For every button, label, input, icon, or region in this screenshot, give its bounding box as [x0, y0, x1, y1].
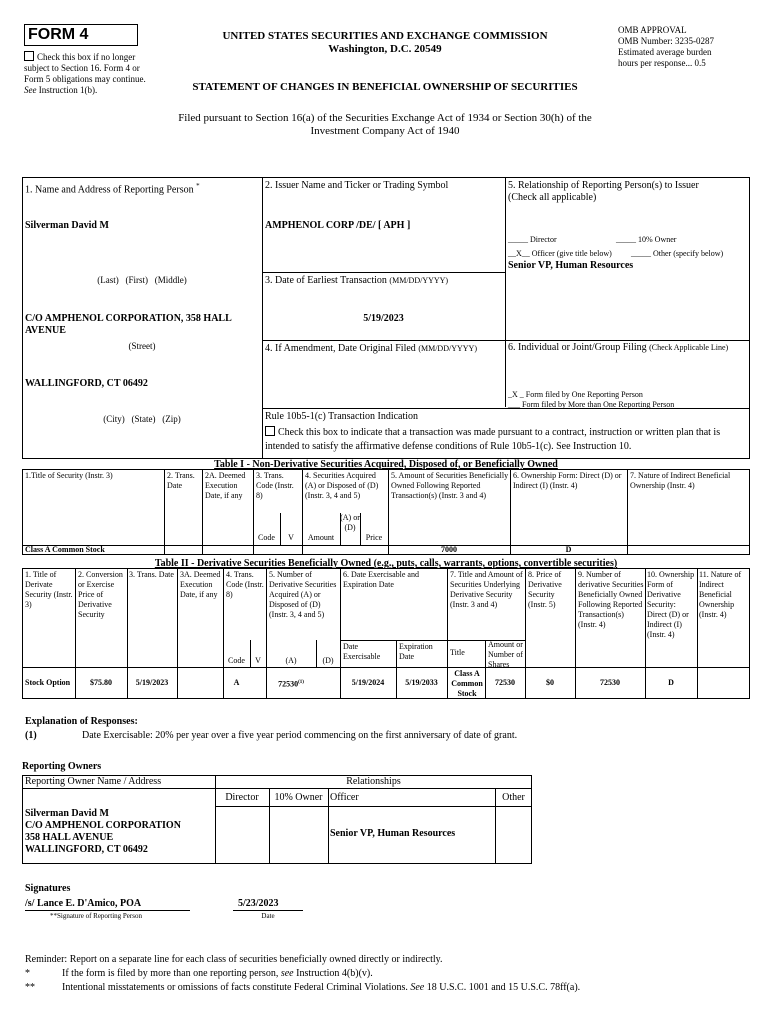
- t1-sub-ad: (A) or (D): [340, 513, 360, 532]
- t2-row-code: A: [233, 678, 240, 687]
- filed-pursuant-line2: Investment Company Act of 1940: [310, 125, 460, 137]
- t1-col2a: 2A. Deemed Execution Date, if any: [205, 471, 246, 500]
- t2-sub-amount: Amount or Number of Shares: [488, 640, 523, 669]
- table1-title: Table I - Non-Derivative Securities Acquired, Disposed of, or Beneficially Owned: [214, 459, 558, 470]
- t1-sub-price: Price: [365, 533, 383, 542]
- t2-col3a: 3A. Deemed Execution Date, if any: [180, 570, 221, 599]
- rule-10b5-text: Check this box to indicate that a transaction was made pursuant to a contract, instruction or written plan that is intended to satisfy the affirmative defense conditions of Rule 10b5-1(c). See Instruction 10.: [265, 427, 721, 452]
- box6-label: 6. Individual or Joint/Group Filing (Check Applicable Line): [508, 342, 729, 353]
- t2-col4: 4. Trans. Code (Instr. 8): [226, 570, 264, 599]
- reporting-person-street: C/O AMPHENOL CORPORATION, 358 HALL AVENUE: [25, 313, 232, 336]
- t2-row-owned: 72530: [600, 678, 620, 687]
- t1-col7: 7. Nature of Indirect Beneficial Ownership (Instr. 4): [630, 471, 731, 490]
- issuer-name: AMPHENOL CORP /DE/ [ APH ]: [265, 220, 411, 231]
- t2-sub-exp: Expiration Date: [399, 642, 433, 661]
- t2-col11: 11. Nature of Indirect Beneficial Ownership (Instr. 4): [699, 570, 742, 619]
- owners-col-relationships: Relationships: [346, 776, 401, 787]
- t1-col3: 3. Trans. Code (Instr. 8): [256, 471, 294, 500]
- t2-col9: 9. Number of derivative Securities Beneficially Owned Following Reported Transaction(s) (Instr. 4): [578, 570, 644, 629]
- rule-10b5-checkbox[interactable]: [265, 426, 275, 436]
- signature-date: 5/23/2023: [238, 898, 279, 909]
- t2-row-date: 5/19/2023: [135, 678, 169, 687]
- reporting-person-name: Silverman David M: [25, 220, 109, 231]
- t1-col6: 6. Ownership Form: Direct (D) or Indirect (I) (Instr. 4): [513, 471, 622, 490]
- signer-name: /s/ Lance E. D'Amico, POA: [25, 898, 142, 909]
- rel-other: _____ Other (specify below): [631, 249, 724, 258]
- t2-col5: 5. Number of Derivative Securities Acquired (A) or Disposed of (D) (Instr. 3, 4 and 5): [269, 570, 337, 619]
- t2-col6: 6. Date Exercisable and Expiration Date: [343, 570, 419, 589]
- t2-sub-a: (A): [285, 656, 297, 665]
- t2-row-price: $75.80: [90, 678, 112, 687]
- owners-col-officer: Officer: [330, 792, 359, 803]
- t2-col3: 3. Trans. Date: [129, 570, 174, 579]
- rel-director: _____ Director: [508, 235, 557, 244]
- footer-star2-text: Intentional misstatements or omissions of facts constitute Federal Criminal Violations. See 18 U.S.C. 1001 and 15 U.S.C. 78ff(a).: [62, 982, 581, 993]
- t2-sub-v: V: [255, 656, 261, 665]
- t1-col4: 4. Securities Acquired (A) or Disposed of (D) (Instr. 3, 4 and 5): [305, 471, 379, 500]
- earliest-transaction-date: 5/19/2023: [363, 313, 404, 324]
- t2-row-acquired: 72530$^{(1)}$: [278, 679, 304, 689]
- footer-star1-text: If the form is filed by more than one reporting person, see Instruction 4(b)(v).: [62, 968, 373, 979]
- rel-officer: __X__ Officer (give title below): [508, 249, 612, 258]
- box5-label: 5. Relationship of Reporting Person(s) to Issuer (Check all applicable): [508, 180, 699, 203]
- owners-col-director: Director: [225, 792, 259, 803]
- t2-col1: 1. Title of Derivate Security (Instr. 3): [25, 570, 73, 609]
- t1-col2: 2. Trans. Date: [167, 471, 195, 490]
- officer-title: Senior VP, Human Resources: [508, 260, 634, 271]
- footer-star1: *: [25, 968, 30, 979]
- explanation-note-text: Date Exercisable: 20% per year over a five year period commencing on the first anniversary of date of grant.: [82, 730, 518, 741]
- t1-sub-code: Code: [258, 533, 275, 542]
- signer-label: **Signature of Reporting Person: [50, 912, 142, 920]
- t2-row-underlying-amount: 72530: [495, 678, 515, 687]
- no-longer-subject-checkbox-text: Check this box if no longer subject to Section 16. Form 4 or Form 5 obligations may continue. See Instruction 1(b).: [24, 52, 146, 95]
- t2-col10: 10. Ownership Form of Derivative Security: Direct (D) or Indirect (I) (Instr. 4): [647, 570, 695, 639]
- owners-col-10pct: 10% Owner: [274, 792, 323, 803]
- t1-sub-amount: Amount: [307, 533, 335, 542]
- form-title: FORM 4: [28, 26, 89, 43]
- name-parts-label: (Last) (First) (Middle): [97, 275, 187, 285]
- owners-heading: Reporting Owners: [22, 761, 102, 772]
- box3-label: 3. Date of Earliest Transaction (MM/DD/YYYY): [265, 275, 449, 286]
- table2-title: Table II - Derivative Securities Beneficially Owned (e.g., puts, calls, warrants, options, convertible securities): [154, 558, 618, 569]
- t2-sub-code: Code: [228, 656, 245, 665]
- agency-line2: Washington, D.C. 20549: [328, 43, 442, 55]
- filing-more-persons: ___ Form filed by More than One Reporting Person: [508, 400, 675, 409]
- owner-officer-title: Senior VP, Human Resources: [330, 828, 456, 839]
- city-label: (City) (State) (Zip): [103, 414, 181, 424]
- t1-col1: 1.Title of Security (Instr. 3): [25, 471, 113, 480]
- t2-row-form: D: [668, 678, 674, 687]
- t1-sub-v: V: [288, 533, 294, 542]
- t2-row-title: Stock Option: [25, 678, 71, 687]
- reporting-person-city: WALLINGFORD, CT 06492: [25, 378, 148, 389]
- t2-sub-title: Title: [450, 648, 465, 657]
- explanation-note-num: (1): [25, 730, 37, 741]
- signatures-heading: Signatures: [25, 883, 71, 894]
- t1-col5: 5. Amount of Securities Beneficially Owned Following Reported Transaction(s) (Instr. 3 and 4): [391, 471, 509, 500]
- owners-col-other: Other: [502, 792, 525, 803]
- form-title-box: [24, 24, 138, 46]
- box2-label: 2. Issuer Name and Ticker or Trading Symbol: [265, 180, 449, 191]
- t2-row-date-exercisable: 5/19/2024: [351, 678, 385, 687]
- t2-col2: 2. Conversion or Exercise Price of Derivative Security: [78, 570, 123, 619]
- t2-col7: 7. Title and Amount of Securities Underlying Derivative Security (Instr. 3 and 4): [450, 570, 523, 609]
- street-label: (Street): [128, 341, 156, 351]
- owner-name-address: Silverman David M C/O AMPHENOL CORPORATION 358 HALL AVENUE WALLINGFORD, CT 06492: [25, 808, 181, 855]
- t2-row-deriv-price: $0: [546, 678, 554, 687]
- statement-title: STATEMENT OF CHANGES IN BENEFICIAL OWNERSHIP OF SECURITIES: [192, 81, 578, 93]
- t2-col8: 8. Price of Derivative Security (Instr. 5): [528, 570, 562, 609]
- explanation-heading: Explanation of Responses:: [25, 716, 138, 727]
- rule-10b5-label: Rule 10b5-1(c) Transaction Indication: [265, 411, 419, 422]
- t2-sub-d: (D): [322, 656, 334, 665]
- rel-10pct-owner: _____ 10% Owner: [616, 235, 677, 244]
- t2-row-expiration: 5/19/2033: [405, 678, 438, 687]
- filed-pursuant-line1: Filed pursuant to Section 16(a) of the Securities Exchange Act of 1934 or Section 30(h) of the: [178, 112, 592, 124]
- footer-star2: **: [25, 982, 35, 993]
- t2-row-underlying-title: Class A Common Stock: [451, 669, 483, 698]
- t1-row-amount: 7000: [441, 545, 457, 554]
- box1-label: 1. Name and Address of Reporting Person *: [25, 182, 200, 196]
- agency-line1: UNITED STATES SECURITIES AND EXCHANGE COMMISSION: [222, 30, 548, 42]
- t1-row-form: D: [565, 545, 572, 554]
- t1-row-title: Class A Common Stock: [25, 545, 105, 554]
- owners-col-name: Reporting Owner Name / Address: [25, 776, 162, 787]
- box4-label: 4. If Amendment, Date Original Filed (MM/DD/YYYY): [265, 343, 477, 354]
- footer-reminder: Reminder: Report on a separate line for each class of securities beneficially owned directly or indirectly.: [25, 954, 443, 965]
- filing-one-person: _X _ Form filed by One Reporting Person: [508, 390, 643, 399]
- t2-sub-date-ex: Date Exercisable: [343, 642, 381, 661]
- signature-date-label: Date: [261, 912, 275, 920]
- omb-approval: OMB APPROVAL OMB Number: 3235-0287 Estimated average burden hours per response... 0.5: [618, 25, 714, 68]
- no-longer-subject-checkbox[interactable]: [24, 51, 34, 61]
